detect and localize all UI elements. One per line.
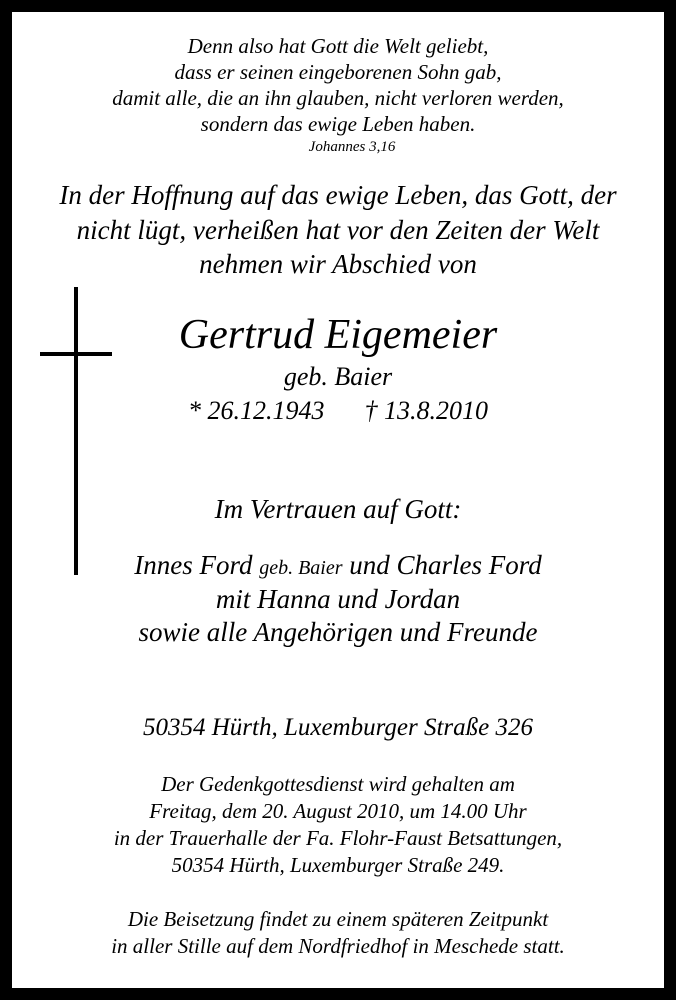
burial-line: in aller Stille auf dem Nordfriedhof in Meschede statt. (111, 934, 565, 958)
verse-line: dass er seinen eingeborenen Sohn gab, (174, 60, 502, 84)
service-line: Der Gedenkgottesdienst wird gehalten am (161, 772, 515, 796)
burial-line: Die Beisetzung findet zu einem späteren Zeitpunkt (127, 907, 549, 931)
verse-line: damit alle, die an ihn glauben, nicht verloren werden, (112, 86, 564, 110)
obituary-card (12, 12, 664, 988)
deceased-dates (12, 396, 664, 426)
mourners-line: mit Hanna und Jordan (215, 584, 461, 614)
hope-line: nicht lügt, verheißen hat vor den Zeiten der Welt (76, 215, 600, 245)
verse-line: Denn also hat Gott die Welt geliebt, (187, 34, 489, 58)
service-line: Freitag, dem 20. August 2010, um 14.00 Uhr (149, 799, 527, 823)
service-line: in der Trauerhalle der Fa. Flohr-Faust Betsattungen, (113, 826, 563, 850)
verse-line: sondern das ewige Leben haben. (200, 112, 476, 136)
verse-reference: Johannes 3,16 (308, 139, 396, 155)
mourner-partner: und Charles Ford (349, 550, 542, 580)
mourner-name: Innes Ford (134, 550, 253, 580)
mourners-line (12, 548, 664, 585)
mourner-maiden: geb. Baier (259, 557, 343, 579)
death-date: † 13.8.2010 (364, 396, 488, 425)
deceased-maiden-name: geb. Baier (283, 362, 393, 391)
family-address: 50354 Hürth, Luxemburger Straße 326 (142, 714, 534, 741)
mourners-line: sowie alle Angehörigen und Freunde (138, 617, 538, 647)
deceased-name: Gertrud Eigemeier (178, 312, 498, 358)
hope-line: nehmen wir Abschied von (199, 249, 477, 279)
birth-date: * 26.12.1943 (188, 396, 325, 425)
hope-line: In der Hoffnung auf das ewige Leben, das Gott, der (59, 180, 617, 210)
service-line: 50354 Hürth, Luxemburger Straße 249. (171, 853, 505, 877)
trust-line: Im Vertrauen auf Gott: (214, 494, 462, 524)
